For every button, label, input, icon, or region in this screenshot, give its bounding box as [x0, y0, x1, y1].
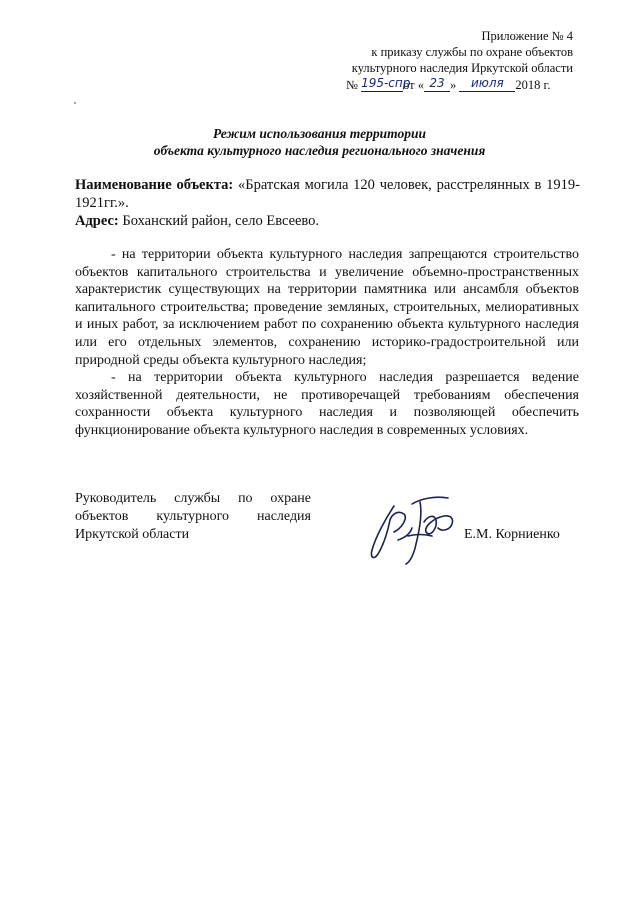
order-month-handwritten: июля: [470, 76, 504, 90]
order-day-blank: [424, 77, 450, 92]
regime-permissions: - на территории объекта культурного наследия разрешается ведение хозяйственной деятельности, не противоречащей требованиям обеспечения сохранности объекта культурного наследия и позволяющей обеспечить функционирование объекта культурного наследия в современных условиях.: [75, 370, 579, 438]
appendix-number: Приложение № 4: [481, 29, 573, 43]
object-address-paragraph: [75, 212, 580, 230]
title-line-2: объекта культурного наследия регионального значения: [153, 143, 486, 158]
scan-speck: [74, 102, 76, 104]
order-registration-line: [346, 77, 550, 93]
object-name-paragraph: [75, 176, 580, 212]
order-date-quote: »: [450, 78, 457, 92]
order-day-handwritten: 23: [429, 76, 445, 90]
order-number-handwritten: 195-спр: [361, 76, 411, 90]
order-year: 2018 г.: [515, 78, 551, 92]
order-number-prefix: №: [346, 78, 358, 92]
signatory-position: Руководитель службы по охране объектов культурного наследия Иркутской области: [75, 491, 311, 542]
document-title: [0, 125, 639, 159]
object-address-value: Боханский район, село Евсеево.: [122, 213, 320, 229]
appendix-header: [352, 28, 573, 76]
usage-regime: [75, 246, 579, 440]
title-line-1: Режим использования территории: [213, 126, 426, 141]
order-number-blank: [361, 76, 411, 92]
order-date-from: от «: [403, 78, 424, 92]
signatory-name: Е.М. Корниенко: [464, 527, 560, 542]
appendix-order-ref: к приказу службы по охране объектов: [371, 45, 573, 59]
object-name-value: «Братская могила 120 человек, расстрелянных в 1919-1921гг.».: [75, 177, 580, 211]
object-info: [75, 176, 580, 230]
object-name-label: Наименование объекта:: [75, 177, 234, 193]
appendix-authority: культурного наследия Иркутской области: [351, 61, 573, 75]
handwritten-signature: [364, 488, 470, 568]
object-address-label: Адрес:: [75, 213, 119, 229]
regime-prohibitions: - на территории объекта культурного наследия запрещаются строительство объектов капитального строительства и увеличение объемно-пространственных характеристик существующих на территории памятника или ансамбля объектов капитального строительства; проведение земляных, строительных, мелиоративных и иных работ, за исключением работ по сохранению объекта культурного наследия или его отдельных элементов, сохранению историко-градостроительной или природной среды объекта культурного наследия;: [75, 247, 579, 368]
order-month-blank: [459, 77, 515, 92]
